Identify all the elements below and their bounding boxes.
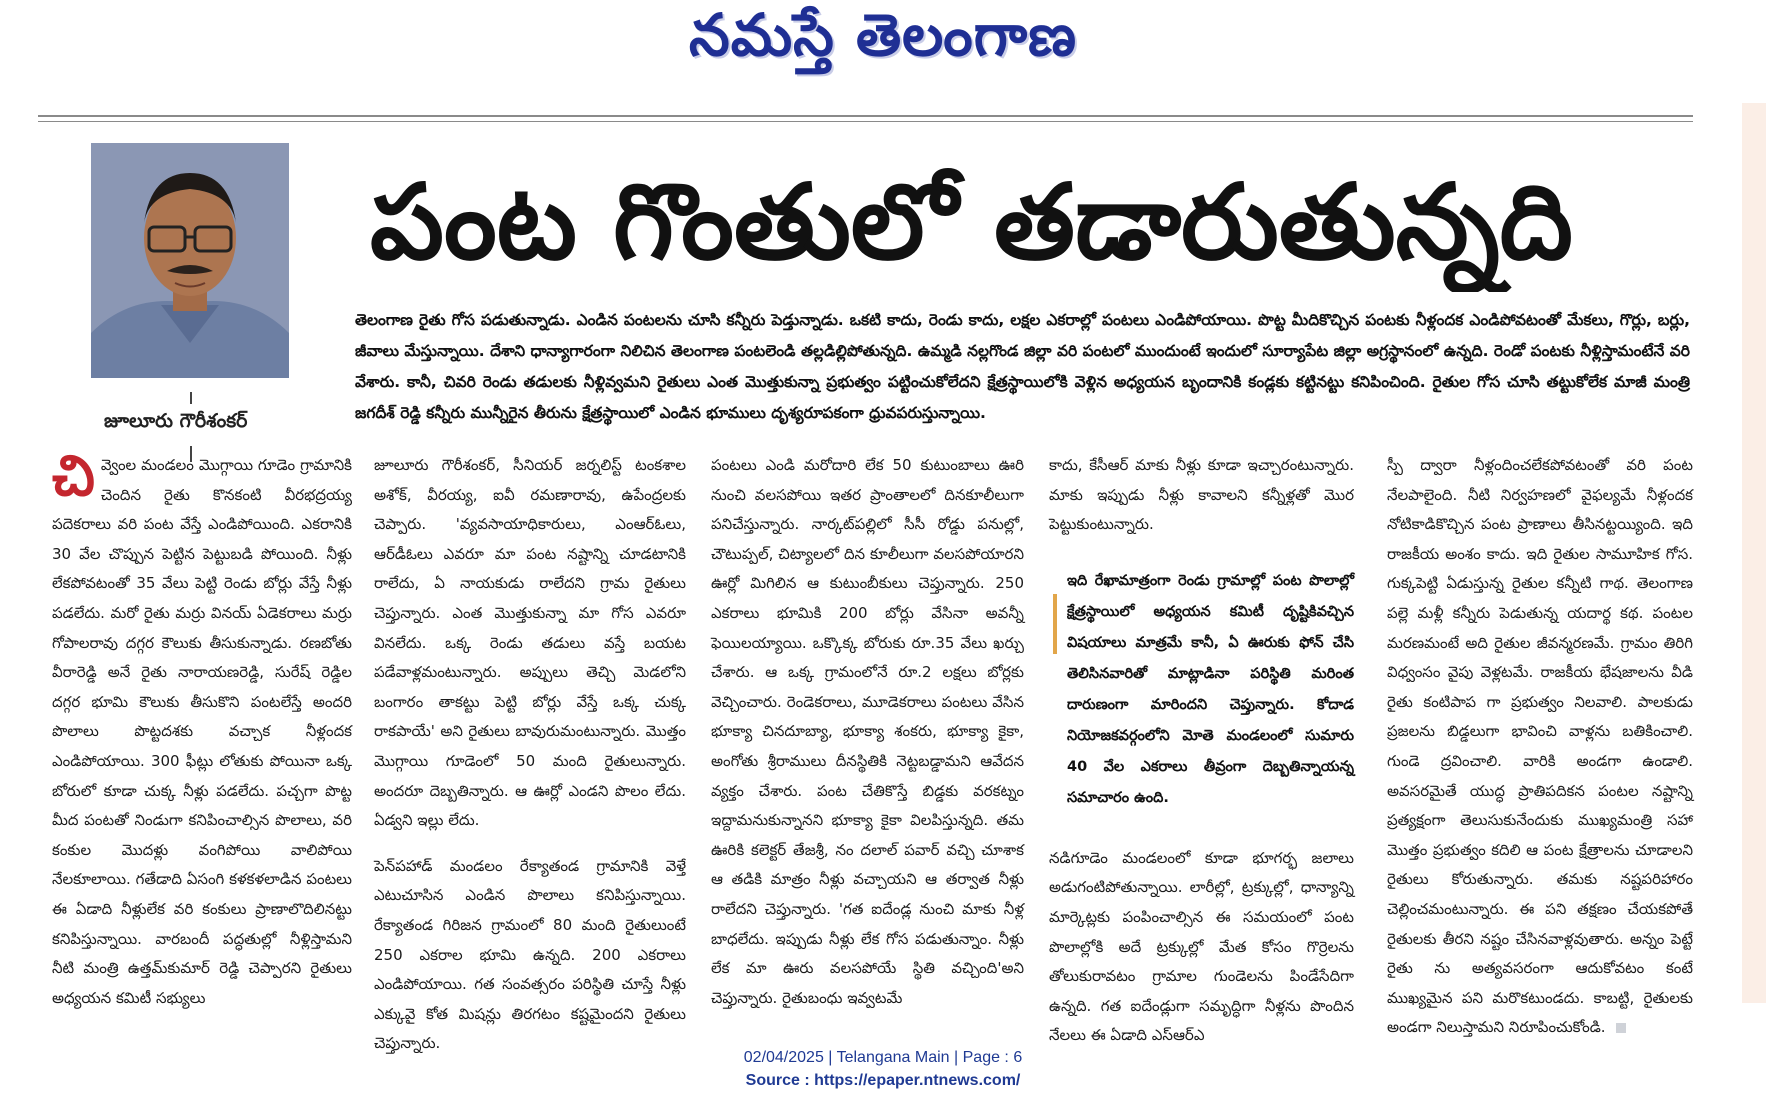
masthead [0,2,1766,82]
paragraph [52,444,352,1013]
paragraph-text: స్పీ ద్వారా నీళ్లందించలేకపోవటంతో వరి పంట నేలపాలైంది. నీటి నిర్వహణలో వైఫల్యమే నీళ్లందక నోటికాడికొచ్చిన పంట ప్రాణాలు తీసినట్టయ్యింది. ఇది రాజకీయ అంశం కాదు. ఇది రైతుల సామూహిక గోస. గుక్కపెట్టి ఏడుస్తున్న రైతుల కన్నీటి గాథ. తెలంగాణ పల్లె మళ్లీ కన్నీరు పెడుతున్న యదార్థ కథ. పంటల మరణమంటే అది రైతుల జీవన్మరణమే. గ్రామం తిరిగి విధ్వంసం వైపు వెళ్లటమే. రాజకీయ భేషజాలను వీడి రైతు కంటిపాప గా ప్రభుత్వం నిలవాలి. పాలకుడు ప్రజలను బిడ్డలుగా భావించి వాళ్లను బతికించాలి. గుండె ద్రవించాలి. వారికి అండగా ఉండాలి. అవసరమైతే యుద్ధ ప్రాతిపదికన పంటల నష్టాన్ని ప్రత్యక్షంగా తెలుసుకునేందుకు ముఖ్యమంత్రి సహా మొత్తం ప్రభుత్వం కదిలి ఆ పంట క్షేత్రాలను చూడాలని రైతులు కోరుతున్నారు. తమకు నష్టపరిహారం చెల్లించమంటున్నారు. ఈ పని తక్షణం చేయకపోతే రైతులకు తీరని నష్టం చేసినవాళ్లవుతారు. అన్నం పెట్టే రైతు ను అత్యవసరంగా ఆదుకోవటం కంటే ముఖ్యమైన పని మరొకటుండదు. కాబట్టి, రైతులకు అండగా నిలుస్తామని నిరూపించుకోండి. [1387,456,1693,1037]
byline: జూలూరు గౌరీశంకర్ [104,410,248,432]
masthead-logo: నమస్తే తెలంగాణ [689,0,1077,69]
drop-cap: చి [52,444,95,509]
headline: పంట గొంతులో తడారుతున్నది [370,161,1573,283]
byline-divider [190,392,192,404]
article-column-4 [1049,451,1354,1051]
masthead-rule-thin [38,121,1693,122]
article-column-5 [1387,451,1693,1043]
pull-quote [1049,558,1354,822]
page-edge-strip [1742,103,1766,1003]
end-mark [1616,1023,1626,1033]
paragraph: నడిగూడెం మండలంలో కూడా భూగర్భ జలాలు అడుగంటిపోతున్నాయి. లారీల్లో, ట్రక్కుల్లో, ధాన్యాన్ని మార్కెట్లకు పంపించాల్సిన ఈ సమయంలో పంట పొలాల్లోకి అదే ట్రక్కుల్లో మేత కోసం గొర్రెలను తోలుకురావటం గ్రామాల గుండెలను పిండేసేదిగా ఉన్నది. గత ఐదేండ్లుగా సమృద్ధిగా నీళ్లను పొందిన నేలలు ఈ ఏడాది ఎస్‌ఆర్‌ఎ [1049,848,1354,1045]
paragraph [1387,451,1693,1043]
paragraph: కాదు, కేసీఆర్ మాకు నీళ్లు కూడా ఇచ్చారంటున్నారు. మాకు ఇప్పుడు నీళ్లు కావాలని కన్నీళ్లతో మొర పెట్టుకుంటున్నారు. [1049,456,1354,534]
article-deck: తెలంగాణ రైతు గోస పడుతున్నాడు. ఎండిన పంటలను చూసి కన్నీరు పెడ్తున్నాడు. ఒకటి కాదు, రెండు కాదు, లక్షల ఎకరాల్లో పంటలు ఎండిపోయాయి. పొట్ట మీదికొచ్చిన పంటకు నీళ్లందక ఎండిపోవటంతో మేకలు, గొర్లు, బర్లు, జీవాలు మేస్తున్నాయి. దేశాని ధాన్యాగారంగా నిలిచిన తెలంగాణ పంటలెండి తల్లడిల్లిపోతున్నది. ఉమ్మడి నల్లగొండ జిల్లా వరి పంటలో ముందుంటే ఇందులో సూర్యాపేట జిల్లా అగ్రస్థానంలో ఉన్నది. రెండో పంటకు నీళ్లిస్తామంటేనే వరి వేశారు. కానీ, చివరి రెండు తడులకు నీళ్లివ్వమని రైతులు ఎంత మొత్తుకున్నా ప్రభుత్వం పట్టించుకోలేదని క్షేత్రస్థాయిలోకి వెళ్లిన అధ్యయన బృందానికి కండ్లకు కట్టినట్టు కనిపించింది. రైతుల గోస చూసి తట్టుకోలేక మాజీ మంత్రి జగదీశ్ రెడ్డి కన్నీరు మున్నీరైన తీరును క్షేత్రస్థాయిలో ఎండిన భూములు దృశ్యరూపకంగా ధ్రువపరుస్తున్నాయి. [355,311,1690,422]
paragraph: జూలూరు గౌరీశంకర్, సీనియర్ జర్నలిస్ట్ టంకశాల అశోక్, వీరయ్య, ఐవీ రమణారావు, ఉపేంద్రలకు చెప్పారు. 'వ్యవసాయాధికారులు, ఎంఆర్‌ఓలు, ఆర్‌డీఓలు ఎవరూ మా పంట నష్టాన్ని చూడటానికి రాలేదు, ఏ నాయకుడు రాలేదని గ్రామ రైతులు చెప్తున్నారు. ఎంత మొత్తుకున్నా మా గోస ఎవరూ వినలేదు. ఒక్క రెండు తడులు వస్తే బయట పడేవాళ్లమంటున్నారు. అప్పులు తెచ్చి మెడలోని బంగారం తాకట్టు పెట్టి బోర్లు వేస్తే ఒక్క చుక్క రాకపాయే' అని రైతులు బావురుమంటున్నారు. మొత్తం మొగ్గాయి గూడెంలో 50 మంది రైతులున్నారు. అందరూ దెబ్బతిన్నారు. ఆ ఊర్లో ఎండని పొలం లేదు. ఏడ్వని ఇల్లు లేదు. [374,456,686,830]
masthead-rule [38,115,1693,117]
article-column-2 [374,451,686,1059]
paragraph-text: వ్వెంల మండలం మొగ్గాయి గూడెం గ్రామానికి చెందిన రైతు కొనకంటి వీరభద్రయ్య పదెకరాలు వరి పంట వేస్తే ఎండిపోయింది. ఎకరానికి 30 వేల చొప్పున పెట్టిన పెట్టుబడి పోయింది. నీళ్లు లేకపోవటంతో 35 వేలు పెట్టి రెండు బోర్లు వేస్తే నీళ్లు పడలేదు. మరో రైతు మర్రు వినయ్ ఏడెకరాలు మర్రు గోపాలరావు దగ్గర కౌలుకు తీసుకున్నాడు. రణబోతు వీరారెడ్డి అనే రైతు నారాయణరెడ్డి, సురేష్ రెడ్డిల దగ్గర భూమి కౌలుకు తీసుకొని పంటలేస్తే అందరి పొలాలు పొట్టదశకు వచ్చాక నీళ్లందక ఎండిపోయాయి. 300 ఫీట్లు లోతుకు పోయినా ఒక్క బోరులో కూడా చుక్క నీళ్లు పడలేదు. పచ్చగా పొట్ట మీద పంటతో నిండుగా కనిపించాల్సిన పొలాలు, వరి కంకుల మొదళ్లు వంగిపోయి వాలిపోయి నేలకూలాయి. గతేడాది ఏసంగి కళకళలాడిన పంటలు ఈ ఏడాది నీళ్లులేక వరి కంకులు ప్రాణాలొదిలినట్టు కనిపిస్తున్నాయి. వారబందీ పద్ధతుల్లో నీళ్లిస్తామని నీటి మంత్రి ఉత్తమ్‌కుమార్ రెడ్డి చెప్పారని రైతులు అధ్యయన కమిటీ సభ్యులు [52,456,352,1007]
footer-source: Source : https://epaper.ntnews.com/ [745,1072,1021,1089]
paragraph: పంటలు ఎండి మరోదారి లేక 50 కుటుంబాలు ఊరి నుంచి వలసపోయి ఇతర ప్రాంతాలలో దినకూలీలుగా పనిచేస్తున్నారు. నార్కట్‌పల్లిలో సీసీ రోడ్డు పనుల్లో, చౌటుప్పల్, చిట్యాలలో దిన కూలీలుగా వలసపోయారని ఊర్లో మిగిలిన ఆ కుటుంబీకులు చెప్తున్నారు. 250 ఎకరాలు భూమికి 200 బోర్లు వేసినా అవన్నీ ఫెయిలయ్యాయి. ఒక్కొక్క బోరుకు రూ.35 వేలు ఖర్చు చేశారు. ఆ ఒక్క గ్రామంలోనే రూ.2 లక్షలు బోర్లకు వెచ్చించారు. రెండెకరాలు, మూడెకరాలు పంటలు వేసిన భూక్యా చినదూబ్యా, భూక్యా శంకరు, భూక్యా కైకా, అంగోతు శ్రీరాములు దీనస్థితికి నెట్టబడ్డామని ఆవేదన వ్యక్తం చేశారు. పంట చేతికొస్తే బిడ్డకు వరకట్నం ఇద్దామనుకున్నానని భూక్యా కైకా విలపిస్తున్నది. తమ ఊరికి కలెక్టర్ తేజశ్రీ, నం దలాల్ పవార్ వచ్చి చూశాక ఆ తడికి మాత్రం నీళ్లు వచ్చాయని ఆ తర్వాత నీళ్లు రాలేదని చెప్తున్నారు. 'గత ఐదేండ్ల నుంచి మాకు నీళ్ల బాధలేదు. ఇప్పుడు నీళ్లు లేక గోస పడుతున్నాం. నీళ్లు లేక మా ఊరు వలసపోయే స్థితి వచ్చింది'అని చెప్తున్నారు. రైతుబంధు ఇవ్వటమే [711,456,1024,1007]
pull-quote-text: ఇది రేఖామాత్రంగా రెండు గ్రామాల్లో పంట పొలాల్లో క్షేత్రస్థాయిలో అధ్యయన కమిటీ దృష్టికివచ్చిన విషయాలు మాత్రమే కానీ, ఏ ఊరుకు ఫోన్ చేసి తెలిసినవారితో మాట్లాడినా పరిస్థితి మరింత దారుణంగా మారిందని చెప్తున్నారు. కోదాడ నియోజకవర్గంలోని మోతె మండలంలో సుమారు 40 వేల ఎకరాలు తీవ్రంగా దెబ్బతిన్నాయన్న సమాచారం ఉంది. [1067,572,1354,806]
article-column-3 [711,451,1024,1013]
article-column-1 [52,444,352,1013]
pull-quote-bar [1053,594,1057,654]
paragraph: పెన్‌పహాడ్ మండలం రేక్యాతండ గ్రామానికి వెళ్తే ఎటుచూసిన ఎండిన పొలాలు కనిపిస్తున్నాయి. రేక్యాతండ గిరిజన గ్రామంలో 80 మంది రైతులుంటే 250 ఎకరాల భూమి ఉన్నది. 200 ఎకరాలు ఎండిపోయాయి. గత సంవత్సరం పరిస్థితి చూస్తే నీళ్లు ఎక్కువై కోత మిషన్లు తిరగటం కష్టమైందని రైతులు చెప్తున్నారు. [374,856,686,1053]
footer-date-page: 02/04/2025 | Telangana Main | Page : 6 [743,1049,1023,1066]
author-photo [91,143,289,378]
